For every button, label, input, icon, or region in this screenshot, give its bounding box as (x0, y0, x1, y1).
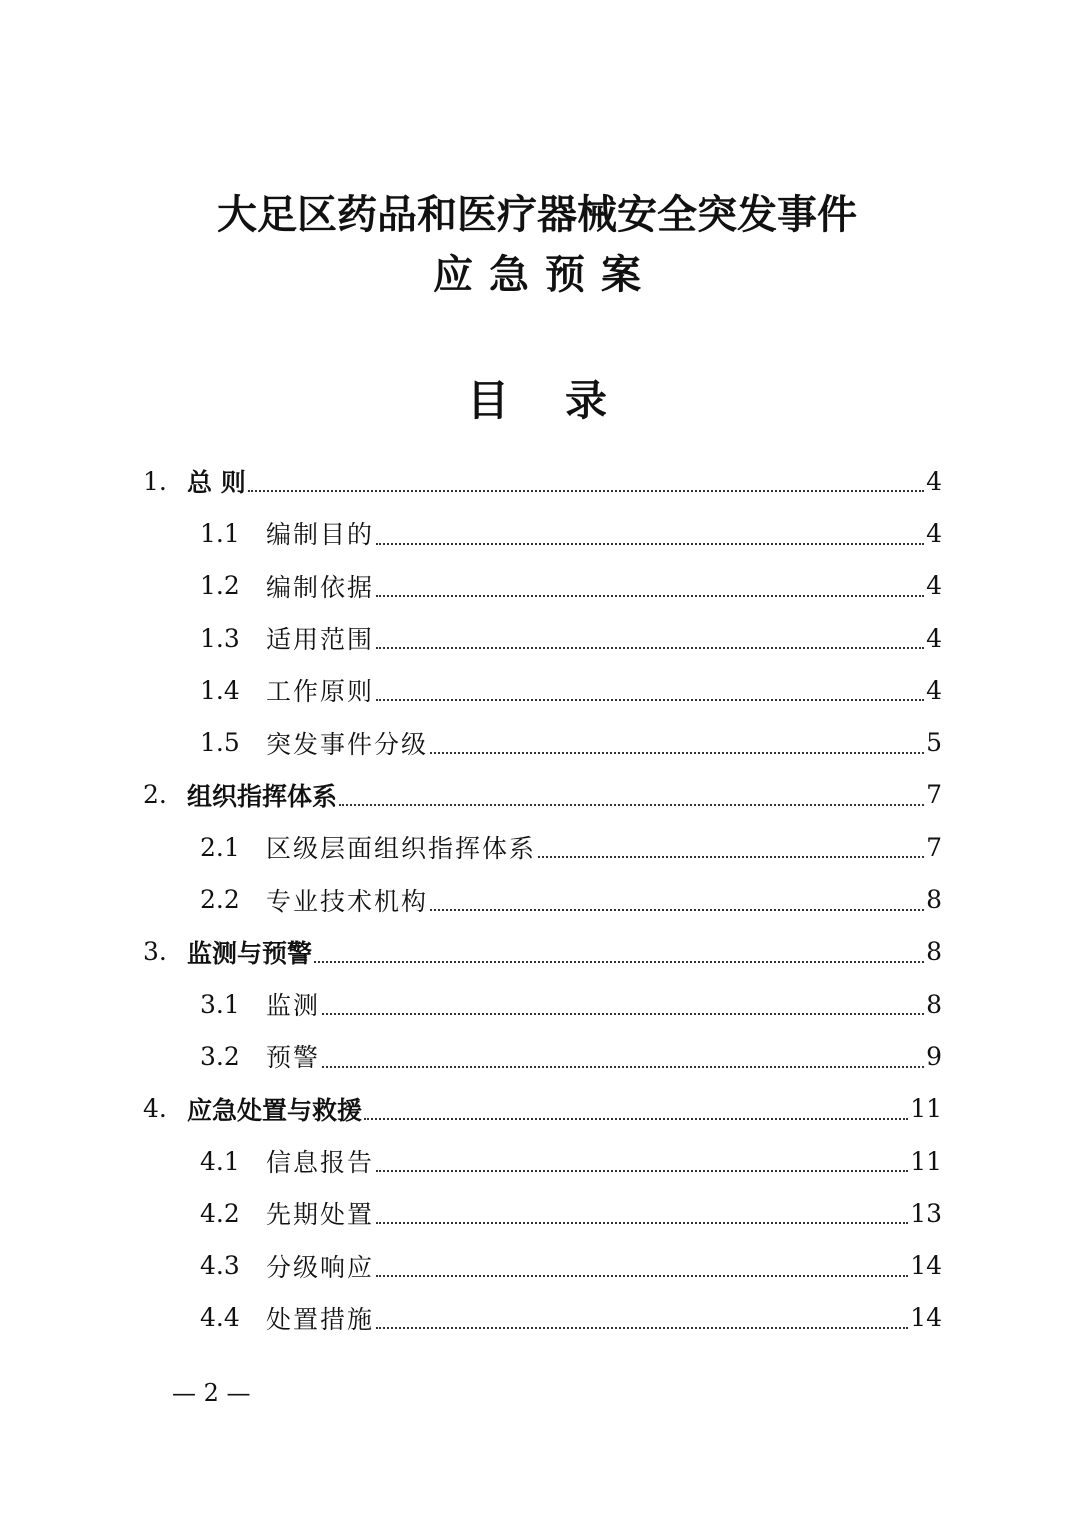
toc-entry-page: 8 (926, 989, 942, 1019)
toc-entry-title: 监测 (266, 991, 321, 1021)
toc-entry-number: 1.2 (200, 571, 240, 601)
toc-subsection[interactable] (0, 821, 1074, 873)
toc-entry-page: 11 (910, 1094, 942, 1124)
toc-entry-page: 5 (926, 728, 942, 758)
toc-dot-leader (376, 1275, 908, 1277)
toc-entry-title: 先期处置 (266, 1200, 375, 1230)
toc-entry-page: 11 (910, 1146, 942, 1176)
toc-entry-number: 1.1 (200, 518, 240, 548)
toc-dot-leader (376, 1222, 908, 1224)
toc-dot-leader (538, 856, 924, 858)
toc-entry-page: 4 (926, 675, 942, 705)
toc-subsection[interactable] (0, 873, 1074, 925)
toc-entry-page: 8 (926, 937, 942, 967)
toc-entry-title: 编制目的 (266, 520, 375, 550)
toc-dot-leader (376, 543, 924, 545)
toc-section[interactable] (0, 926, 1074, 978)
toc-entry-title: 适用范围 (266, 625, 375, 655)
toc-heading: 目录 (466, 376, 663, 425)
toc-entry-title: 工作原则 (266, 677, 375, 707)
toc-entry-number: 1. (143, 466, 167, 496)
page-number: — 2 — (172, 1379, 251, 1407)
toc-dot-leader (376, 647, 924, 649)
toc-dot-leader (376, 1170, 908, 1172)
toc-entry-page: 4 (926, 518, 942, 548)
toc-entry-number: 1.5 (200, 728, 240, 758)
toc-dot-leader (376, 1327, 908, 1329)
toc-entry-page: 7 (926, 780, 942, 810)
toc-entry-number: 4.4 (200, 1303, 240, 1333)
toc-subsection[interactable] (0, 1135, 1074, 1187)
toc-entry-number: 3. (143, 937, 167, 967)
toc-entry-title: 预警 (266, 1043, 321, 1073)
table-of-contents (0, 455, 1074, 1344)
toc-subsection[interactable] (0, 978, 1074, 1030)
toc-entry-title: 应急处置与救援 (187, 1095, 363, 1125)
toc-dot-leader (339, 804, 924, 806)
toc-dot-leader (376, 595, 924, 597)
toc-entry-page: 8 (926, 885, 942, 915)
toc-entry-number: 2.1 (200, 832, 240, 862)
toc-subsection[interactable] (0, 612, 1074, 664)
toc-subsection[interactable] (0, 1030, 1074, 1082)
toc-entry-title: 信息报告 (266, 1148, 375, 1177)
toc-entry-number: 2. (143, 780, 167, 810)
toc-subsection[interactable] (0, 664, 1074, 716)
toc-entry-page: 4 (926, 623, 942, 653)
toc-dot-leader (376, 699, 924, 701)
toc-entry-number: 4. (143, 1094, 167, 1124)
toc-subsection[interactable] (0, 507, 1074, 559)
toc-entry-page: 13 (910, 1198, 942, 1228)
toc-entry-page: 9 (926, 1041, 942, 1071)
toc-entry-page: 7 (926, 832, 942, 862)
toc-section[interactable] (0, 769, 1074, 821)
toc-dot-leader (314, 961, 924, 963)
toc-entry-page: 14 (910, 1251, 942, 1281)
toc-subsection[interactable] (0, 716, 1074, 768)
toc-entry-number: 3.1 (200, 989, 240, 1019)
toc-dot-leader (248, 490, 924, 492)
toc-section[interactable] (0, 1083, 1074, 1135)
toc-entry-page: 14 (910, 1303, 942, 1333)
toc-entry-title: 处置措施 (266, 1304, 375, 1334)
toc-entry-title: 分级响应 (266, 1252, 375, 1282)
toc-entry-title: 总 则 (187, 468, 246, 498)
toc-dot-leader (322, 1013, 924, 1015)
toc-entry-number: 1.4 (200, 675, 240, 705)
toc-dot-leader (430, 909, 924, 911)
toc-dot-leader (430, 752, 924, 754)
toc-dot-leader (364, 1118, 908, 1120)
toc-subsection[interactable] (0, 1239, 1074, 1291)
toc-entry-number: 1.3 (200, 623, 240, 653)
toc-entry-number: 2.2 (200, 885, 240, 915)
toc-entry-title: 区级层面组织指挥体系 (266, 834, 537, 864)
document-title: 大足区药品和医疗器械安全突发事件 (217, 192, 857, 238)
document-subtitle: 应急预案 (433, 252, 657, 298)
toc-entry-number: 4.1 (200, 1146, 240, 1176)
toc-entry-title: 突发事件分级 (266, 729, 429, 759)
toc-entry-number: 4.3 (200, 1251, 240, 1281)
toc-subsection[interactable] (0, 560, 1074, 612)
toc-subsection[interactable] (0, 1292, 1074, 1344)
toc-entry-title: 监测与预警 (187, 938, 313, 968)
toc-entry-number: 4.2 (200, 1198, 240, 1228)
toc-entry-title: 专业技术机构 (266, 886, 429, 916)
toc-entry-page: 4 (926, 466, 942, 496)
toc-entry-number: 3.2 (200, 1041, 240, 1071)
toc-section[interactable] (0, 455, 1074, 507)
toc-dot-leader (322, 1066, 924, 1068)
toc-entry-title: 编制依据 (266, 572, 375, 602)
toc-subsection[interactable] (0, 1187, 1074, 1239)
toc-entry-page: 4 (926, 571, 942, 601)
toc-entry-title: 组织指挥体系 (187, 781, 338, 811)
